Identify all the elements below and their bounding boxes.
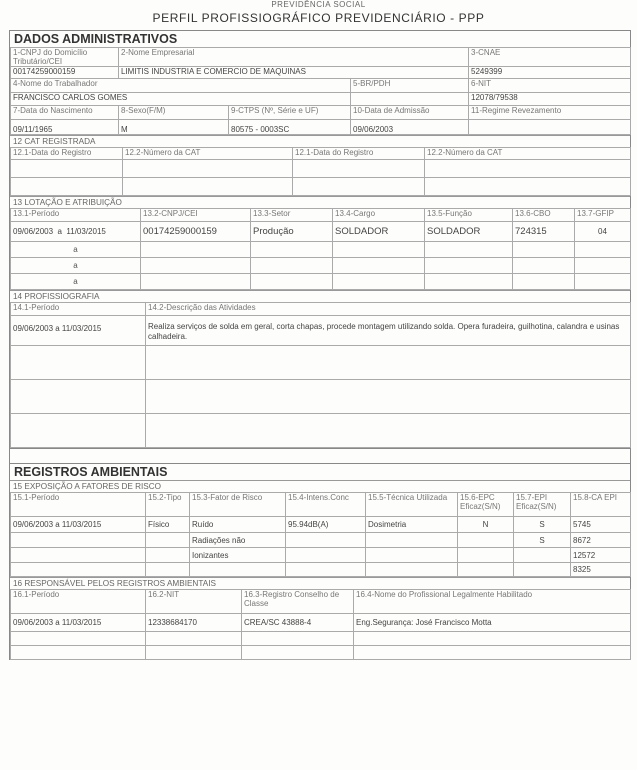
cat-data-registro-label-1: 12.1-Data do Registro — [11, 148, 123, 160]
admin-table — [10, 47, 631, 135]
riscos-header-epi: 15.7-EPI Eficaz(S/N) — [514, 493, 571, 517]
responsavel-header-periodo: 16.1-Período — [11, 590, 146, 614]
nit-label: 6-NIT — [469, 79, 631, 93]
trabalhador-value: FRANCISCO CARLOS GOMES — [11, 93, 351, 106]
ctps-label: 9-CTPS (Nº, Série e UF) — [229, 106, 351, 120]
risco-ca-3: 12572 — [571, 548, 631, 563]
table-row: a — [11, 242, 631, 258]
riscos-table — [10, 492, 631, 577]
cnpj-label: 1-CNPJ do Domicílio Tributário/CEI — [11, 48, 119, 67]
section-lotacao: 13 LOTAÇÃO E ATRIBUIÇÃO — [10, 196, 630, 208]
section-registros-ambientais: REGISTROS AMBIENTAIS — [10, 463, 630, 480]
responsavel-nome: Eng.Segurança: José Francisco Motta — [354, 614, 631, 632]
riscos-header-tecnica: 15.5-Técnica Utilizada — [366, 493, 458, 517]
risco-ca-4: 8325 — [571, 563, 631, 577]
table-row — [11, 548, 631, 563]
admissao-value: 09/06/2003 — [351, 120, 469, 135]
nascimento-value: 09/11/1965 — [11, 120, 119, 135]
ppp-form — [9, 30, 631, 660]
risco-ca-2: 8672 — [571, 533, 631, 548]
section-cat-registrada: 12 CAT REGISTRADA — [10, 135, 630, 147]
risco-periodo: 09/06/2003 a 11/03/2015 — [11, 517, 146, 533]
riscos-header-periodo: 15.1-Período — [11, 493, 146, 517]
table-row — [11, 614, 631, 632]
nascimento-label: 7-Data do Nascimento — [11, 106, 119, 120]
empresa-value: LIMITIS INDUSTRIA E COMERCIO DE MAQUINAS — [119, 67, 469, 79]
brpdh-label: 5-BR/PDH — [351, 79, 469, 93]
profissiografia-table — [10, 302, 631, 448]
section-exposicao-fatores-risco: 15 EXPOSIÇÃO A FATORES DE RISCO — [10, 480, 630, 492]
risco-epi-2: S — [514, 533, 571, 548]
riscos-header-fator: 15.3-Fator de Risco — [190, 493, 286, 517]
lotacao-header-funcao: 13.5-Função — [425, 209, 513, 222]
section-profissiografia: 14 PROFISSIOGRAFIA — [10, 290, 630, 302]
document-title: PERFIL PROFISSIOGRÁFICO PREVIDENCIÁRIO - PPP — [152, 11, 485, 25]
responsavel-header-registro: 16.3-Registro Conselho de Classe — [242, 590, 354, 614]
responsavel-periodo: 09/06/2003 a 11/03/2015 — [11, 614, 146, 632]
risco-ca: 5745 — [571, 517, 631, 533]
risco-epc: N — [458, 517, 514, 533]
sexo-label: 8-Sexo(F/M) — [119, 106, 229, 120]
table-row — [11, 316, 631, 346]
cat-numero-label-1: 12.2-Número da CAT — [123, 148, 293, 160]
responsavel-header-nit: 16.2-NIT — [146, 590, 242, 614]
lotacao-cbo: 724315 — [513, 222, 575, 242]
lotacao-header-cbo: 13.6-CBO — [513, 209, 575, 222]
trabalhador-label: 4-Nome do Trabalhador — [11, 79, 351, 93]
table-row: a — [11, 274, 631, 290]
profissiografia-descricao-label: 14.2-Descrição das Atividades — [146, 303, 631, 316]
cat-data-registro-label-2: 12.1-Data do Registro — [293, 148, 425, 160]
lotacao-header-gfip: 13.7-GFIP — [575, 209, 631, 222]
profissiografia-periodo: 09/06/2003 a 11/03/2015 — [11, 316, 146, 346]
admissao-label: 10-Data de Admissão — [351, 106, 469, 120]
lotacao-table — [10, 208, 631, 290]
table-row: a — [11, 258, 631, 274]
riscos-header-ca: 15.8-CA EPI — [571, 493, 631, 517]
profissiografia-descricao: Realiza serviços de solda em geral, corta chapas, procede montagem utilizando solda. Opera furadeira, guilhotina, calandra e usinas calhadeira. — [146, 316, 631, 346]
risco-intensidade: 95.94dB(A) — [286, 517, 366, 533]
risco-fator: Ruído — [190, 517, 286, 533]
lotacao-cnpj: 00174259000159 — [141, 222, 251, 242]
sexo-value: M — [119, 120, 229, 135]
section-dados-administrativos: DADOS ADMINISTRATIVOS — [10, 30, 630, 47]
lotacao-header-cnpj: 13.2-CNPJ/CEI — [141, 209, 251, 222]
responsavel-header-nome: 16.4-Nome do Profissional Legalmente Habilitado — [354, 590, 631, 614]
lotacao-header-setor: 13.3-Setor — [251, 209, 333, 222]
table-row — [11, 533, 631, 548]
risco-tecnica: Dosimetria — [366, 517, 458, 533]
table-row — [11, 563, 631, 577]
riscos-header-intensidade: 15.4-Intens.Conc — [286, 493, 366, 517]
responsavel-registro: CREA/SC 43888-4 — [242, 614, 354, 632]
ctps-value: 80575 - 0003SC — [229, 120, 351, 135]
section-responsavel-registros: 16 RESPONSÁVEL PELOS REGISTROS AMBIENTAIS — [10, 577, 630, 589]
responsavel-table — [10, 589, 631, 660]
lotacao-funcao: SOLDADOR — [425, 222, 513, 242]
table-row — [11, 517, 631, 533]
lotacao-gfip: 04 — [575, 222, 631, 242]
risco-fator-3: Ionizantes — [190, 548, 286, 563]
lotacao-header-periodo: 13.1-Período — [11, 209, 141, 222]
lotacao-header-cargo: 13.4-Cargo — [333, 209, 425, 222]
cnpj-value: 00174259000159 — [11, 67, 119, 79]
cnae-label: 3-CNAE — [469, 48, 631, 67]
cat-numero-label-2: 12.2-Número da CAT — [425, 148, 631, 160]
regime-label: 11-Regime Revezamento — [469, 106, 631, 120]
agency-name: PREVIDÊNCIA SOCIAL — [271, 0, 366, 9]
responsavel-nit: 12338684170 — [146, 614, 242, 632]
empresa-label: 2-Nome Empresarial — [119, 48, 469, 67]
profissiografia-periodo-label: 14.1-Período — [11, 303, 146, 316]
table-row — [11, 222, 631, 242]
lotacao-setor: Produção — [251, 222, 333, 242]
riscos-header-tipo: 15.2-Tipo — [146, 493, 190, 517]
lotacao-cargo: SOLDADOR — [333, 222, 425, 242]
cnae-value: 5249399 — [469, 67, 631, 79]
lotacao-periodo: 09/06/2003 a 11/03/2015 — [11, 222, 141, 242]
risco-fator-2: Radiações não — [190, 533, 286, 548]
risco-tipo: Físico — [146, 517, 190, 533]
risco-epi: S — [514, 517, 571, 533]
riscos-header-epc: 15.6-EPC Eficaz(S/N) — [458, 493, 514, 517]
nit-value: 12078/79538 — [469, 93, 631, 106]
cat-table — [10, 147, 631, 196]
